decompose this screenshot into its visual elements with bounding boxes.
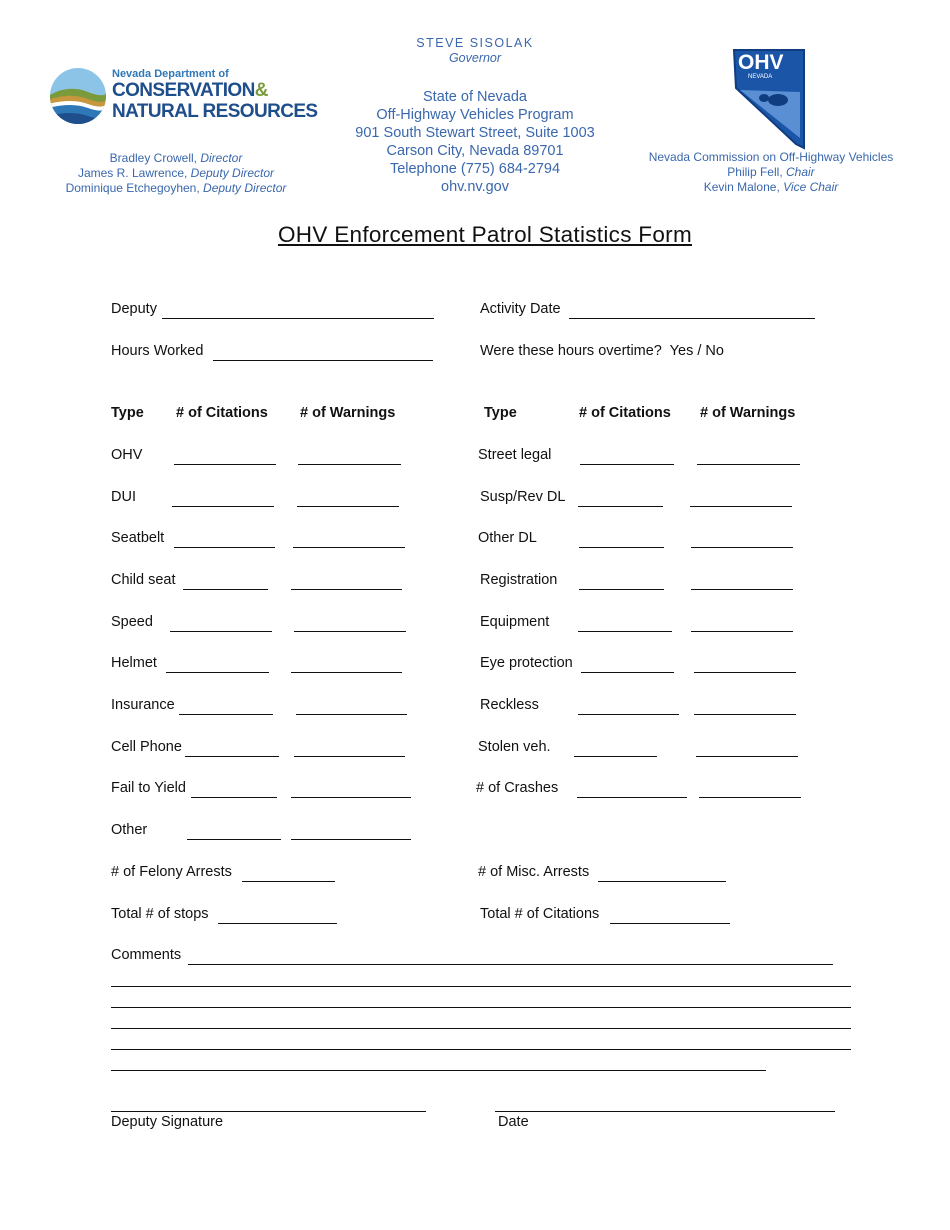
commission-vice-chair: Kevin Malone, Vice Chair bbox=[703, 180, 839, 194]
row-label-seatbelt: Seatbelt bbox=[111, 530, 165, 546]
ohv-logo-text: OHV bbox=[738, 51, 784, 74]
comments-input-line5[interactable] bbox=[111, 1035, 851, 1050]
dcnr-emblem-icon bbox=[48, 66, 108, 126]
right-col-warnings: # of Warnings bbox=[700, 405, 796, 421]
overtime-question[interactable]: Were these hours overtime? Yes / No bbox=[480, 343, 724, 359]
dcnr-deputy1: James R. Lawrence, Deputy Director bbox=[77, 166, 275, 180]
deputy-signature-input[interactable] bbox=[111, 1097, 426, 1112]
right-col-type: Type bbox=[484, 405, 517, 421]
susp-rev-dl-warnings-input[interactable] bbox=[690, 492, 792, 507]
stolen-veh-citations-input[interactable] bbox=[574, 742, 657, 757]
row-label-street-legal: Street legal bbox=[478, 447, 552, 463]
crashes-citations-input[interactable] bbox=[577, 783, 687, 798]
felony-arrests-input[interactable] bbox=[242, 867, 335, 882]
seatbelt-citations-input[interactable] bbox=[174, 533, 275, 548]
ohv-warnings-input[interactable] bbox=[298, 450, 401, 465]
row-label-eye-protection: Eye protection bbox=[480, 655, 573, 671]
helmet-citations-input[interactable] bbox=[166, 658, 269, 673]
row-label-dui: DUI bbox=[111, 489, 136, 505]
dcnr-logo-line1: Nevada Department of bbox=[112, 68, 229, 80]
felony-arrests-label: # of Felony Arrests bbox=[111, 864, 232, 880]
eye-protection-warnings-input[interactable] bbox=[694, 658, 796, 673]
row-label-ohv: OHV bbox=[111, 447, 143, 463]
ohv-logo bbox=[730, 48, 810, 150]
hours-worked-input[interactable] bbox=[213, 346, 433, 361]
seatbelt-warnings-input[interactable] bbox=[293, 533, 405, 548]
form-title: OHV Enforcement Patrol Statistics Form bbox=[277, 222, 692, 247]
total-citations-input[interactable] bbox=[610, 909, 730, 924]
row-label-equipment: Equipment bbox=[480, 614, 550, 630]
left-col-type: Type bbox=[111, 405, 144, 421]
program-address2: Carson City, Nevada 89701 bbox=[386, 143, 564, 159]
fail-to-yield-warnings-input[interactable] bbox=[291, 783, 411, 798]
comments-input-line4[interactable] bbox=[111, 1014, 851, 1029]
program-phone: Telephone (775) 684-2794 bbox=[389, 161, 561, 177]
row-label-registration: Registration bbox=[480, 572, 558, 588]
helmet-warnings-input[interactable] bbox=[291, 658, 402, 673]
governor-block bbox=[330, 36, 620, 66]
total-stops-label: Total # of stops bbox=[111, 906, 209, 922]
total-citations-label: Total # of Citations bbox=[480, 906, 600, 922]
crashes-warnings-input[interactable] bbox=[699, 783, 801, 798]
deputy-label: Deputy bbox=[111, 301, 157, 317]
dui-citations-input[interactable] bbox=[172, 492, 274, 507]
insurance-citations-input[interactable] bbox=[179, 700, 273, 715]
row-label-susp-rev-dl: Susp/Rev DL bbox=[480, 489, 566, 505]
speed-citations-input[interactable] bbox=[170, 617, 272, 632]
total-stops-input[interactable] bbox=[218, 909, 337, 924]
speed-warnings-input[interactable] bbox=[294, 617, 406, 632]
dcnr-logo bbox=[48, 66, 318, 126]
comments-input-line6[interactable] bbox=[111, 1056, 766, 1071]
governor-name: STEVE SISOLAK bbox=[416, 36, 534, 50]
commission-name: Nevada Commission on Off-Highway Vehicles bbox=[648, 150, 894, 164]
comments-label: Comments bbox=[111, 947, 182, 963]
program-line2: Off-Highway Vehicles Program bbox=[376, 107, 574, 123]
deputy-signature-label: Deputy Signature bbox=[111, 1114, 224, 1130]
activity-date-input[interactable] bbox=[569, 304, 815, 319]
misc-arrests-input[interactable] bbox=[598, 867, 726, 882]
deputy-input[interactable] bbox=[162, 304, 434, 319]
program-block bbox=[318, 88, 632, 196]
commission-block bbox=[622, 150, 920, 195]
comments-input-line2[interactable] bbox=[111, 972, 851, 987]
commission-chair: Philip Fell, Chair bbox=[727, 165, 815, 179]
comments-input-line1[interactable] bbox=[188, 950, 833, 965]
program-address1: 901 South Stewart Street, Suite 1003 bbox=[355, 125, 595, 141]
right-col-citations: # of Citations bbox=[579, 405, 671, 421]
row-label-other: Other bbox=[111, 822, 148, 838]
row-label-insurance: Insurance bbox=[111, 697, 175, 713]
left-col-warnings: # of Warnings bbox=[300, 405, 396, 421]
registration-warnings-input[interactable] bbox=[691, 575, 793, 590]
row-label-stolen-veh: Stolen veh. bbox=[478, 739, 551, 755]
row-label-speed: Speed bbox=[111, 614, 153, 630]
child-seat-warnings-input[interactable] bbox=[291, 575, 402, 590]
row-label-other-dl: Other DL bbox=[478, 530, 537, 546]
ohv-citations-input[interactable] bbox=[174, 450, 276, 465]
equipment-warnings-input[interactable] bbox=[691, 617, 793, 632]
other-dl-warnings-input[interactable] bbox=[691, 533, 793, 548]
dcnr-director: Bradley Crowell, Director bbox=[109, 151, 243, 165]
left-col-citations: # of Citations bbox=[176, 405, 268, 421]
dcnr-logo-line2: CONSERVATION bbox=[112, 80, 255, 101]
reckless-citations-input[interactable] bbox=[578, 700, 679, 715]
row-label-crashes: # of Crashes bbox=[476, 780, 559, 796]
program-website[interactable]: ohv.nv.gov bbox=[441, 179, 509, 195]
signature-date-input[interactable] bbox=[495, 1097, 835, 1112]
row-label-reckless: Reckless bbox=[480, 697, 539, 713]
dcnr-staff bbox=[40, 151, 312, 196]
row-label-fail-to-yield: Fail to Yield bbox=[111, 780, 186, 796]
dui-warnings-input[interactable] bbox=[297, 492, 399, 507]
misc-arrests-label: # of Misc. Arrests bbox=[478, 864, 590, 880]
activity-date-label: Activity Date bbox=[480, 301, 561, 317]
signature-date-label: Date bbox=[498, 1114, 529, 1130]
row-label-helmet: Helmet bbox=[111, 655, 157, 671]
ohv-logo-sub: NEVADA bbox=[748, 74, 773, 80]
fail-to-yield-citations-input[interactable] bbox=[191, 783, 277, 798]
dcnr-logo-line3: NATURAL RESOURCES bbox=[112, 101, 318, 122]
dcnr-deputy2: Dominique Etchegoyhen, Deputy Director bbox=[65, 181, 287, 195]
governor-title: Governor bbox=[448, 51, 502, 65]
registration-citations-input[interactable] bbox=[579, 575, 664, 590]
street-legal-warnings-input[interactable] bbox=[697, 450, 800, 465]
comments-input-line3[interactable] bbox=[111, 993, 851, 1008]
row-label-cell-phone: Cell Phone bbox=[111, 739, 182, 755]
stolen-veh-warnings-input[interactable] bbox=[696, 742, 798, 757]
other-dl-citations-input[interactable] bbox=[579, 533, 664, 548]
susp-rev-dl-citations-input[interactable] bbox=[578, 492, 663, 507]
street-legal-citations-input[interactable] bbox=[580, 450, 674, 465]
reckless-warnings-input[interactable] bbox=[694, 700, 796, 715]
child-seat-citations-input[interactable] bbox=[183, 575, 268, 590]
other-citations-input[interactable] bbox=[187, 825, 281, 840]
dcnr-logo-amp: & bbox=[254, 80, 268, 101]
program-line1: State of Nevada bbox=[423, 89, 527, 105]
eye-protection-citations-input[interactable] bbox=[581, 658, 674, 673]
cell-phone-citations-input[interactable] bbox=[185, 742, 279, 757]
row-label-child-seat: Child seat bbox=[111, 572, 176, 588]
cell-phone-warnings-input[interactable] bbox=[294, 742, 405, 757]
other-warnings-input[interactable] bbox=[291, 825, 411, 840]
hours-worked-label: Hours Worked bbox=[111, 343, 204, 359]
insurance-warnings-input[interactable] bbox=[296, 700, 407, 715]
equipment-citations-input[interactable] bbox=[578, 617, 672, 632]
